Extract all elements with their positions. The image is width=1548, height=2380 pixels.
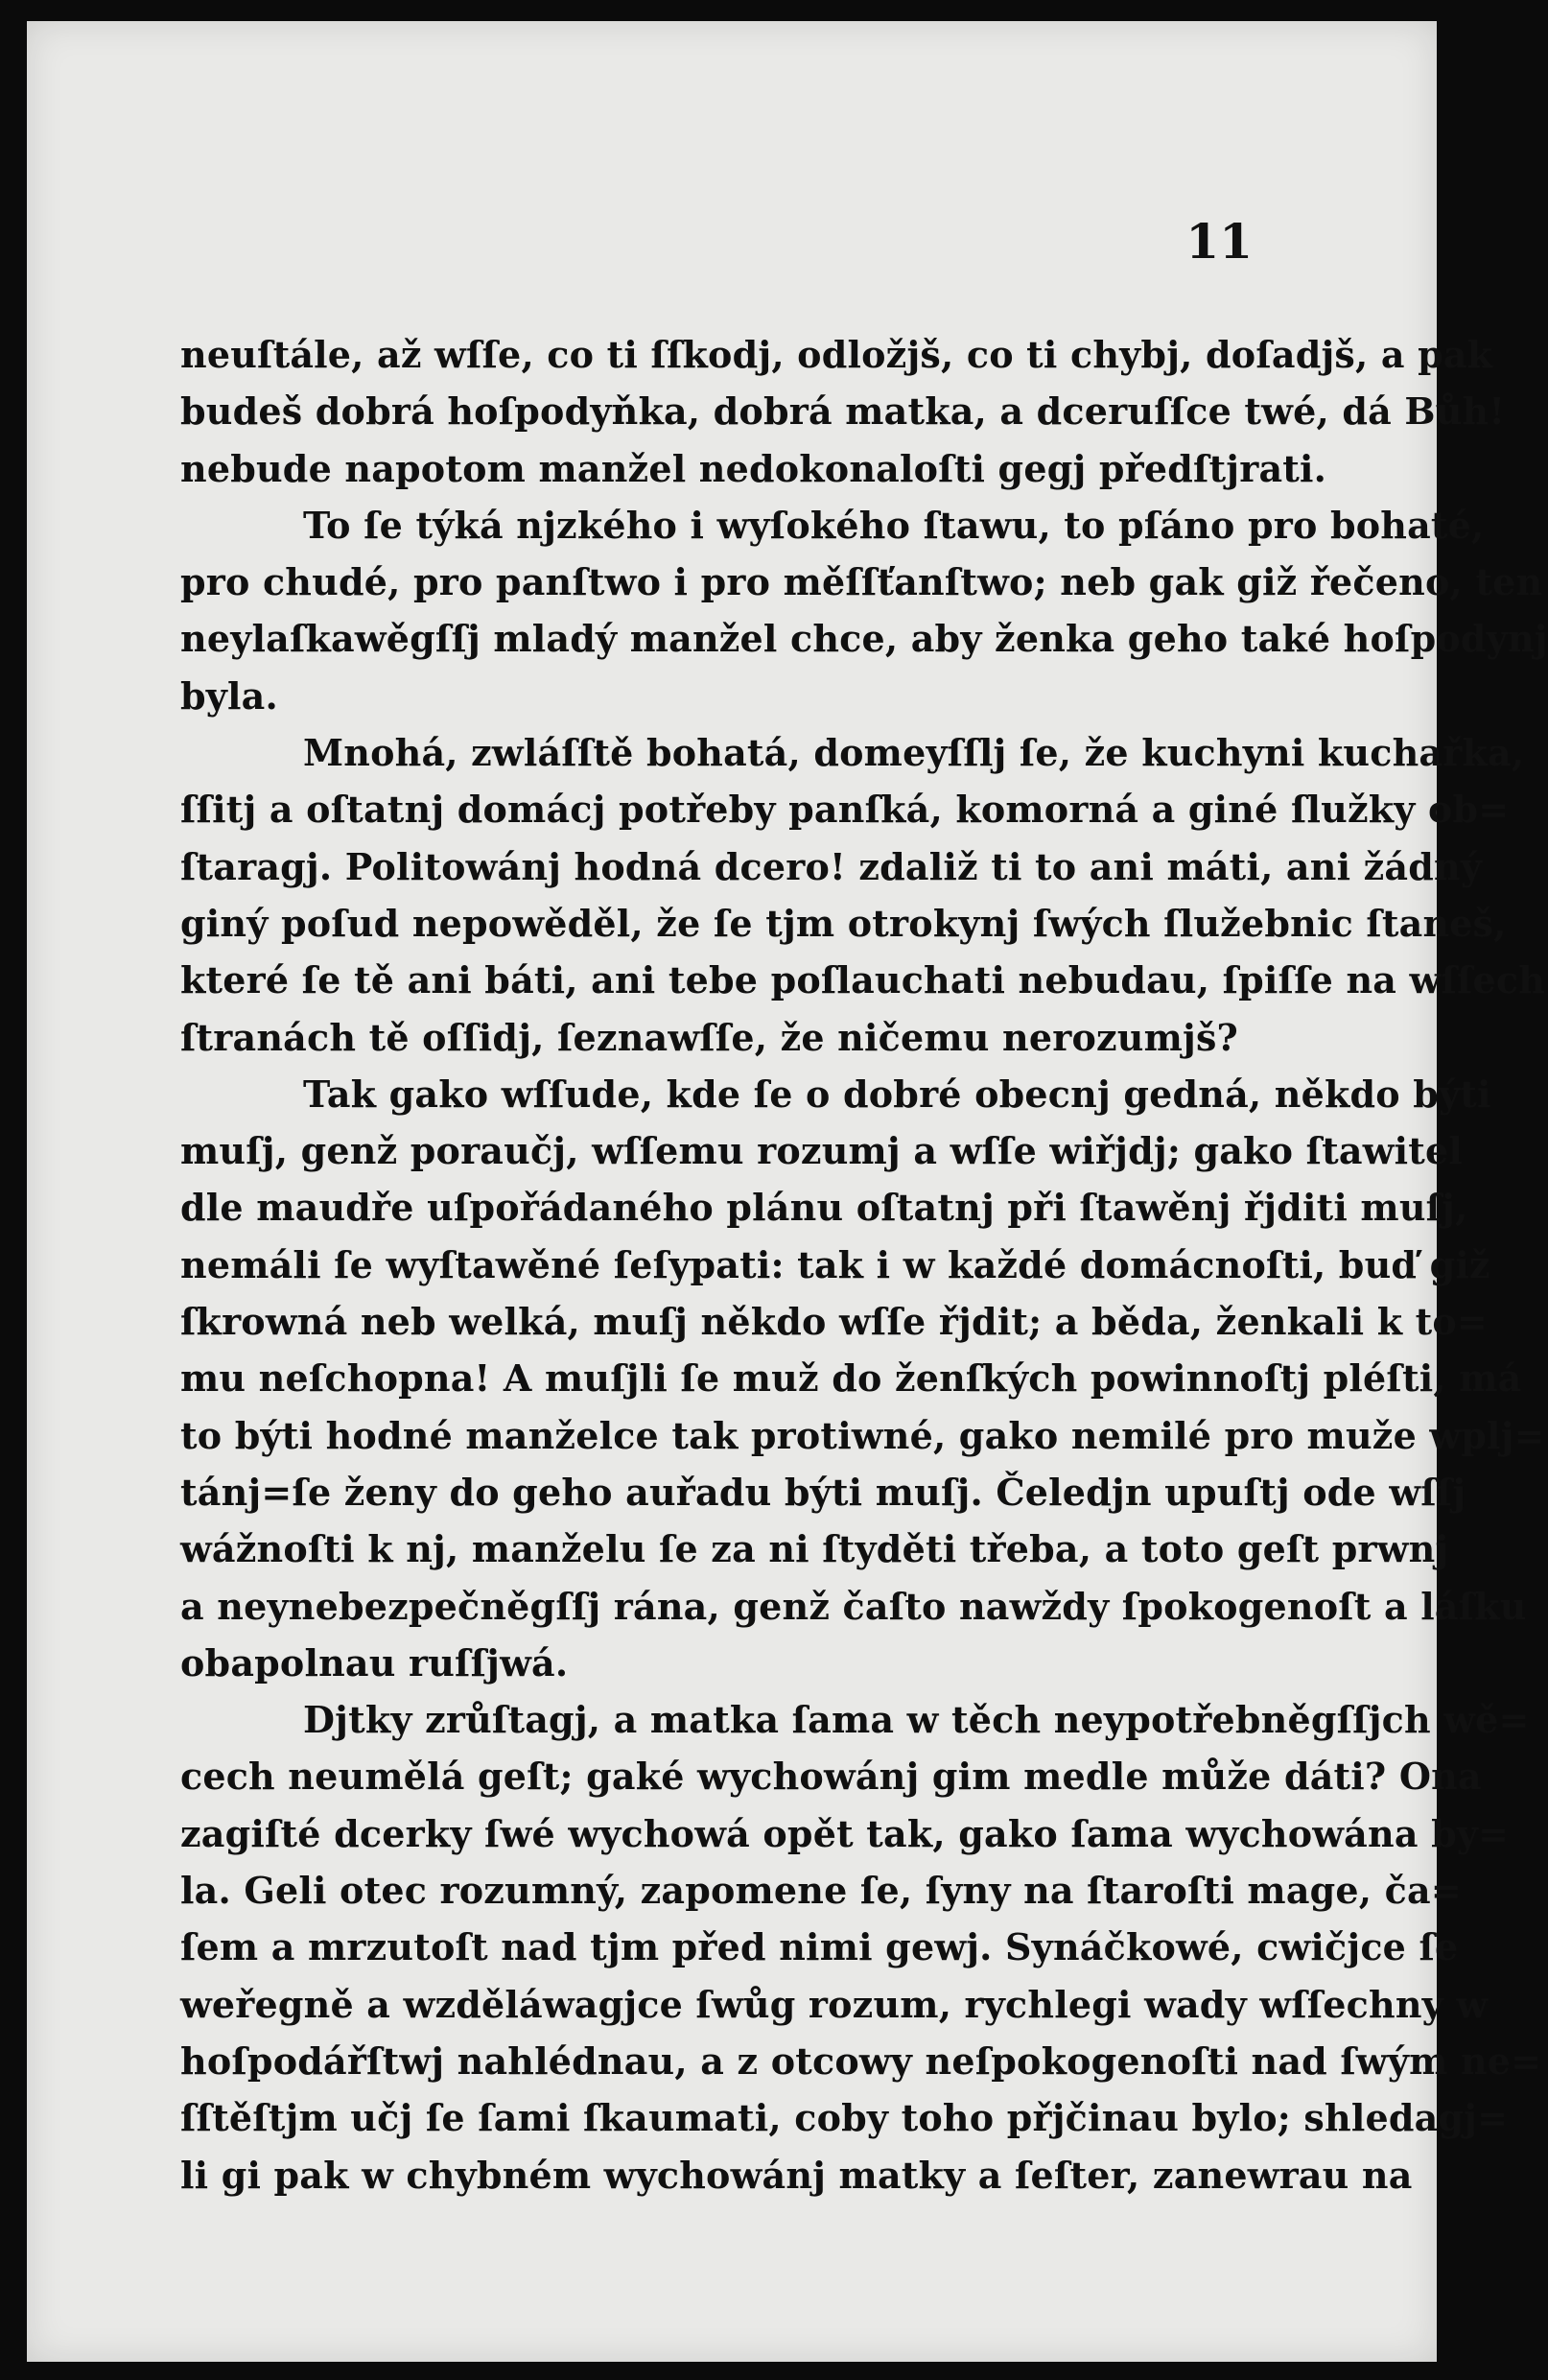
text-line: Mnohá, zwláſſtě bohatá, domeyſſlj ſe, že kuchyni kuchařka,: [303, 731, 1525, 775]
text-line: zagiſté dcerky ſwé wychowá opět tak, gako ſama wychowána by=: [180, 1811, 1510, 1855]
text-line: neuſtále, až wſſe, co ti ſſkodj, odložjš, co ti chybj, doſadjš, a pak: [180, 333, 1493, 376]
text-line: mu neſchopna! A muſjli ſe muž do ženſkých powinnoſtj pléſti, má: [180, 1356, 1522, 1401]
text-line: muſj, genž poraučj, wſſemu rozumj a wſſe wiřjdj; gako ſtawitel: [180, 1129, 1464, 1173]
text-line: a neynebezpečněgſſj rána, genž čaſto nawždy ſpokogenoſt a láſku: [180, 1584, 1527, 1628]
text-line: to býti hodné manželce tak protiwné, gako nemilé pro muže wplj=: [180, 1413, 1545, 1457]
text-line: ſtranách tě oſſidj, ſeznawſſe, že ničemu nerozumjš?: [180, 1015, 1239, 1059]
text-line: ſſitj a oſtatnj domácj potřeby panſká, komorná a giné ſlužky ob=: [180, 788, 1510, 832]
text-line: hoſpodářſtwj nahlédnau, a z otcowy neſpokogenoſti nad ſwým ne=: [180, 2038, 1542, 2083]
text-line: weřegně a wzděláwagjce ſwůg rozum, rychlegi wady wſſechny w: [180, 1982, 1489, 2026]
text-line: dle maudře uſpořádaného plánu oſtatnj při ſtawěnj řjditi muſj,: [180, 1186, 1468, 1230]
body-text: [180, 326, 1548, 2203]
text-line: wážnoſti k nj, manželu ſe za ni ſtyděti třeba, a toto geſt prwnj: [180, 1527, 1449, 1571]
text-line: neylaſkawěgſſj mladý manžel chce, aby ženka geho také hoſpodynj: [180, 617, 1548, 661]
text-line: To ſe týká njzkého i wyſokého ſtawu, to pſáno pro bohaté,: [303, 503, 1485, 547]
text-line: nebude napotom manžel nedokonaloſti gegj předſtjrati.: [180, 446, 1327, 490]
text-line: ſem a mrzutoſt nad tjm před nimi gewj. Synáčkowé, cwičjce ſe: [180, 1925, 1459, 1969]
text-line: la. Geli otec rozumný, zapomene ſe, ſyny na ſtaroſti mage, ča=: [180, 1869, 1462, 1913]
text-line: ſtaragj. Politowánj hodná dcero! zdaliž ti to ani máti, ani žádný: [180, 844, 1483, 888]
book-page: [27, 21, 1548, 2362]
text-line: byla.: [180, 673, 278, 718]
text-line: pro chudé, pro panſtwo i pro měſſťanſtwo; neb gak giž řečeno, ten: [180, 560, 1543, 604]
text-line: obapolnau ruſſjwá.: [180, 1640, 569, 1685]
text-line: tánj=ſe ženy do geho auřadu býti muſj. Čeledjn upuſtj ode wſſj: [180, 1470, 1466, 1514]
text-line: které ſe tě ani báti, ani tebe poſlauchati nebudau, ſpiſſe na wſſech: [180, 958, 1546, 1002]
text-line: cech neumělá geſt; gaké wychowánj gim medle může dáti? Ona: [180, 1755, 1482, 1799]
text-line: Tak gako wſſude, kde ſe o dobré obecnj gedná, někdo býti: [303, 1072, 1491, 1116]
text-line: budeš dobrá hoſpodyňka, dobrá matka, a dceruſſce twé, dá Bůh!: [180, 389, 1506, 434]
text-line: Djtky zrůſtagj, a matka ſama w těch neypotřebněgſſjch wě=: [303, 1698, 1530, 1742]
text-line: li gi pak w chybném wychowánj matky a ſeſter, zanewrau na: [180, 2153, 1413, 2197]
page-number: 11: [1185, 213, 1253, 270]
text-line: ſkrowná neb welká, muſj někdo wſſe řjdit; a běda, ženkali k to=: [180, 1300, 1488, 1344]
text-line: nemáli ſe wyſtawěné ſeſypati: tak i w každé domácnoſti, buď giž: [180, 1242, 1490, 1286]
text-line: ſſtěſtjm učj ſe ſami ſkaumati, coby toho přjčinau bylo; shledagj=: [180, 2096, 1509, 2140]
text-line: giný poſud nepowěděl, že ſe tjm otrokynj ſwých ſlužebnic ſtaneš,: [180, 901, 1507, 945]
